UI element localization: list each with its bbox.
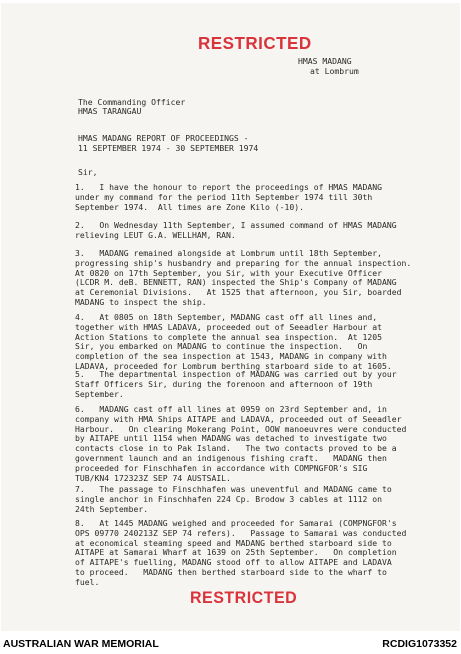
paragraph-5-line-2: Staff Officers Sir, during the forenoon and afternoon of 19th [75,378,373,389]
paragraph-4-line-4: Sir, you embarked on MADANG to continue the inspection. On [75,341,368,352]
paragraph-3-line-2: progressing ship's husbandry and preparing for the annual inspection. [75,257,412,268]
paragraph-7-line-2: single anchor in Finschhafen 224 Cp. Brodow 3 cables at 1112 on [75,493,382,504]
report-title-line-1: HMAS MADANG REPORT OF PROCEEDINGS - [78,133,249,143]
sender-line-2: at Lombrum [310,66,359,76]
paragraph-1-line-3: September 1974. All times are Zone Kilo (-10). [75,201,305,212]
paragraph-1 [75,183,455,212]
sender-line-1: HMAS MADANG [298,56,352,66]
paragraph-7-line-3: 24th September. [75,503,149,514]
paragraph-8-line-1: 8. At 1445 MADANG weighed and proceeded for Samarai (COMPNGFOR's [75,518,397,528]
paragraph-4-line-3: Action Stations to complete the annual sea inspection. At 1205 [75,331,382,342]
addressee-line-2: HMAS TARANGAU [78,106,142,116]
paragraph-4 [75,313,455,372]
paragraph-5-line-1: 5. The departmental inspection of MADANG was carried out by your [75,369,397,379]
paragraph-2-line-1: 2. On Wednesday 11th September, I assumed command of HMAS MADANG [75,220,397,230]
archive-credit: AUSTRALIAN WAR MEMORIAL [3,638,159,650]
paragraph-1-line-2: under my command for the period 11th September 1974 till 30th [75,191,373,202]
paragraph-4-line-6: LADAVA, proceeded for Lombrum berthing starboard side to at 1605. [75,360,392,371]
paragraph-8-line-6: to proceed. MADANG then berthed starboard side to the wharf to [75,566,387,577]
paragraph-6-line-2: company with HMA Ships AITAPE and LADAVA, proceeded out of Seeadler [75,413,402,424]
paragraph-3 [75,249,455,308]
record-id: RCDIG1073352 [382,638,457,650]
restricted-stamp-top: RESTRICTED [198,33,312,54]
paragraph-6-line-3: Harbour. On clearing Mokerang Point, OOW manoeuvres were conducted [75,423,407,434]
paragraph-5 [75,370,455,399]
paragraph-3-line-6: MADANG to inspect the ship. [75,296,207,307]
report-title-line-2: 11 SEPTEMBER 1974 - 30 SEPTEMBER 1974 [78,143,259,153]
paragraph-6-line-5: contacts close in to Pak Island. The two contacts proved to be a [75,443,397,454]
restricted-stamp-bottom: RESTRICTED [190,589,298,608]
paragraph-8 [75,519,455,588]
paragraph-3-line-1: 3. MADANG remained alongside at Lombrum until 18th September, [75,248,382,258]
paragraph-6-line-6: government launch and an indigenous fishing craft. MADANG then [75,452,387,463]
paragraph-1-line-1: 1. I have the honour to report the proceedings of HMAS MADANG [75,182,382,192]
paragraph-4-line-5: completion of the sea inspection at 1543, MADANG in company with [75,351,387,362]
salutation: Sir, [78,167,98,177]
paragraph-6-line-4: by AITAPE until 1154 when MADANG was detached to investigate two [75,433,387,444]
addressee-line-1: The Commanding Officer [78,97,186,107]
paragraph-4-line-1: 4. At 0805 on 18th September, MADANG cast off all lines and, [75,312,378,322]
paragraph-7-line-1: 7. The passage to Finschhafen was uneventful and MADANG came to [75,484,392,494]
paragraph-8-line-5: of AITAPE's fuelling, MADANG stood off to allow AITAPE and LADAVA [75,557,392,568]
paragraph-3-line-5: at Ceremonial Divisions. At 1525 that afternoon, you Sir, boarded [75,287,402,298]
paragraph-6-line-8: TUB/KN4 172323Z SEP 74 AUSTSAIL. [75,472,231,483]
paragraph-3-line-4: (LCDR M. deB. BENNETT, RAN) inspected the Ship's Company of MADANG [75,277,397,288]
paragraph-8-line-4: AITAPE at Samarai Wharf at 1639 on 25th September. On completion [75,547,397,558]
paragraph-8-line-7: fuel. [75,576,100,587]
paragraph-5-line-3: September. [75,388,124,399]
paragraph-8-line-3: at economical steaming speed and MADANG berthed starboard side to [75,537,392,548]
paragraph-4-line-2: together with HMAS LADAVA, proceeded out of Seeadler Harbour at [75,321,382,332]
paragraph-6 [75,405,455,483]
paragraph-2-line-2: relieving LEUT G.A. WELLHAM, RAN. [75,229,236,240]
paragraph-6-line-7: proceeded for Finschhafen in accordance with COMPNGFOR's SIG [75,462,368,473]
paragraph-2 [75,221,455,241]
paragraph-3-line-3: At 0820 on 17th September, you Sir, with your Executive Officer [75,267,382,278]
paragraph-7 [75,485,455,514]
paragraph-8-line-2: OPS 09770 240213Z SEP 74 refers). Passage to Samarai was conducted [75,527,407,538]
paragraph-6-line-1: 6. MADANG cast off all lines at 0959 on 23rd September and, in [75,404,387,414]
